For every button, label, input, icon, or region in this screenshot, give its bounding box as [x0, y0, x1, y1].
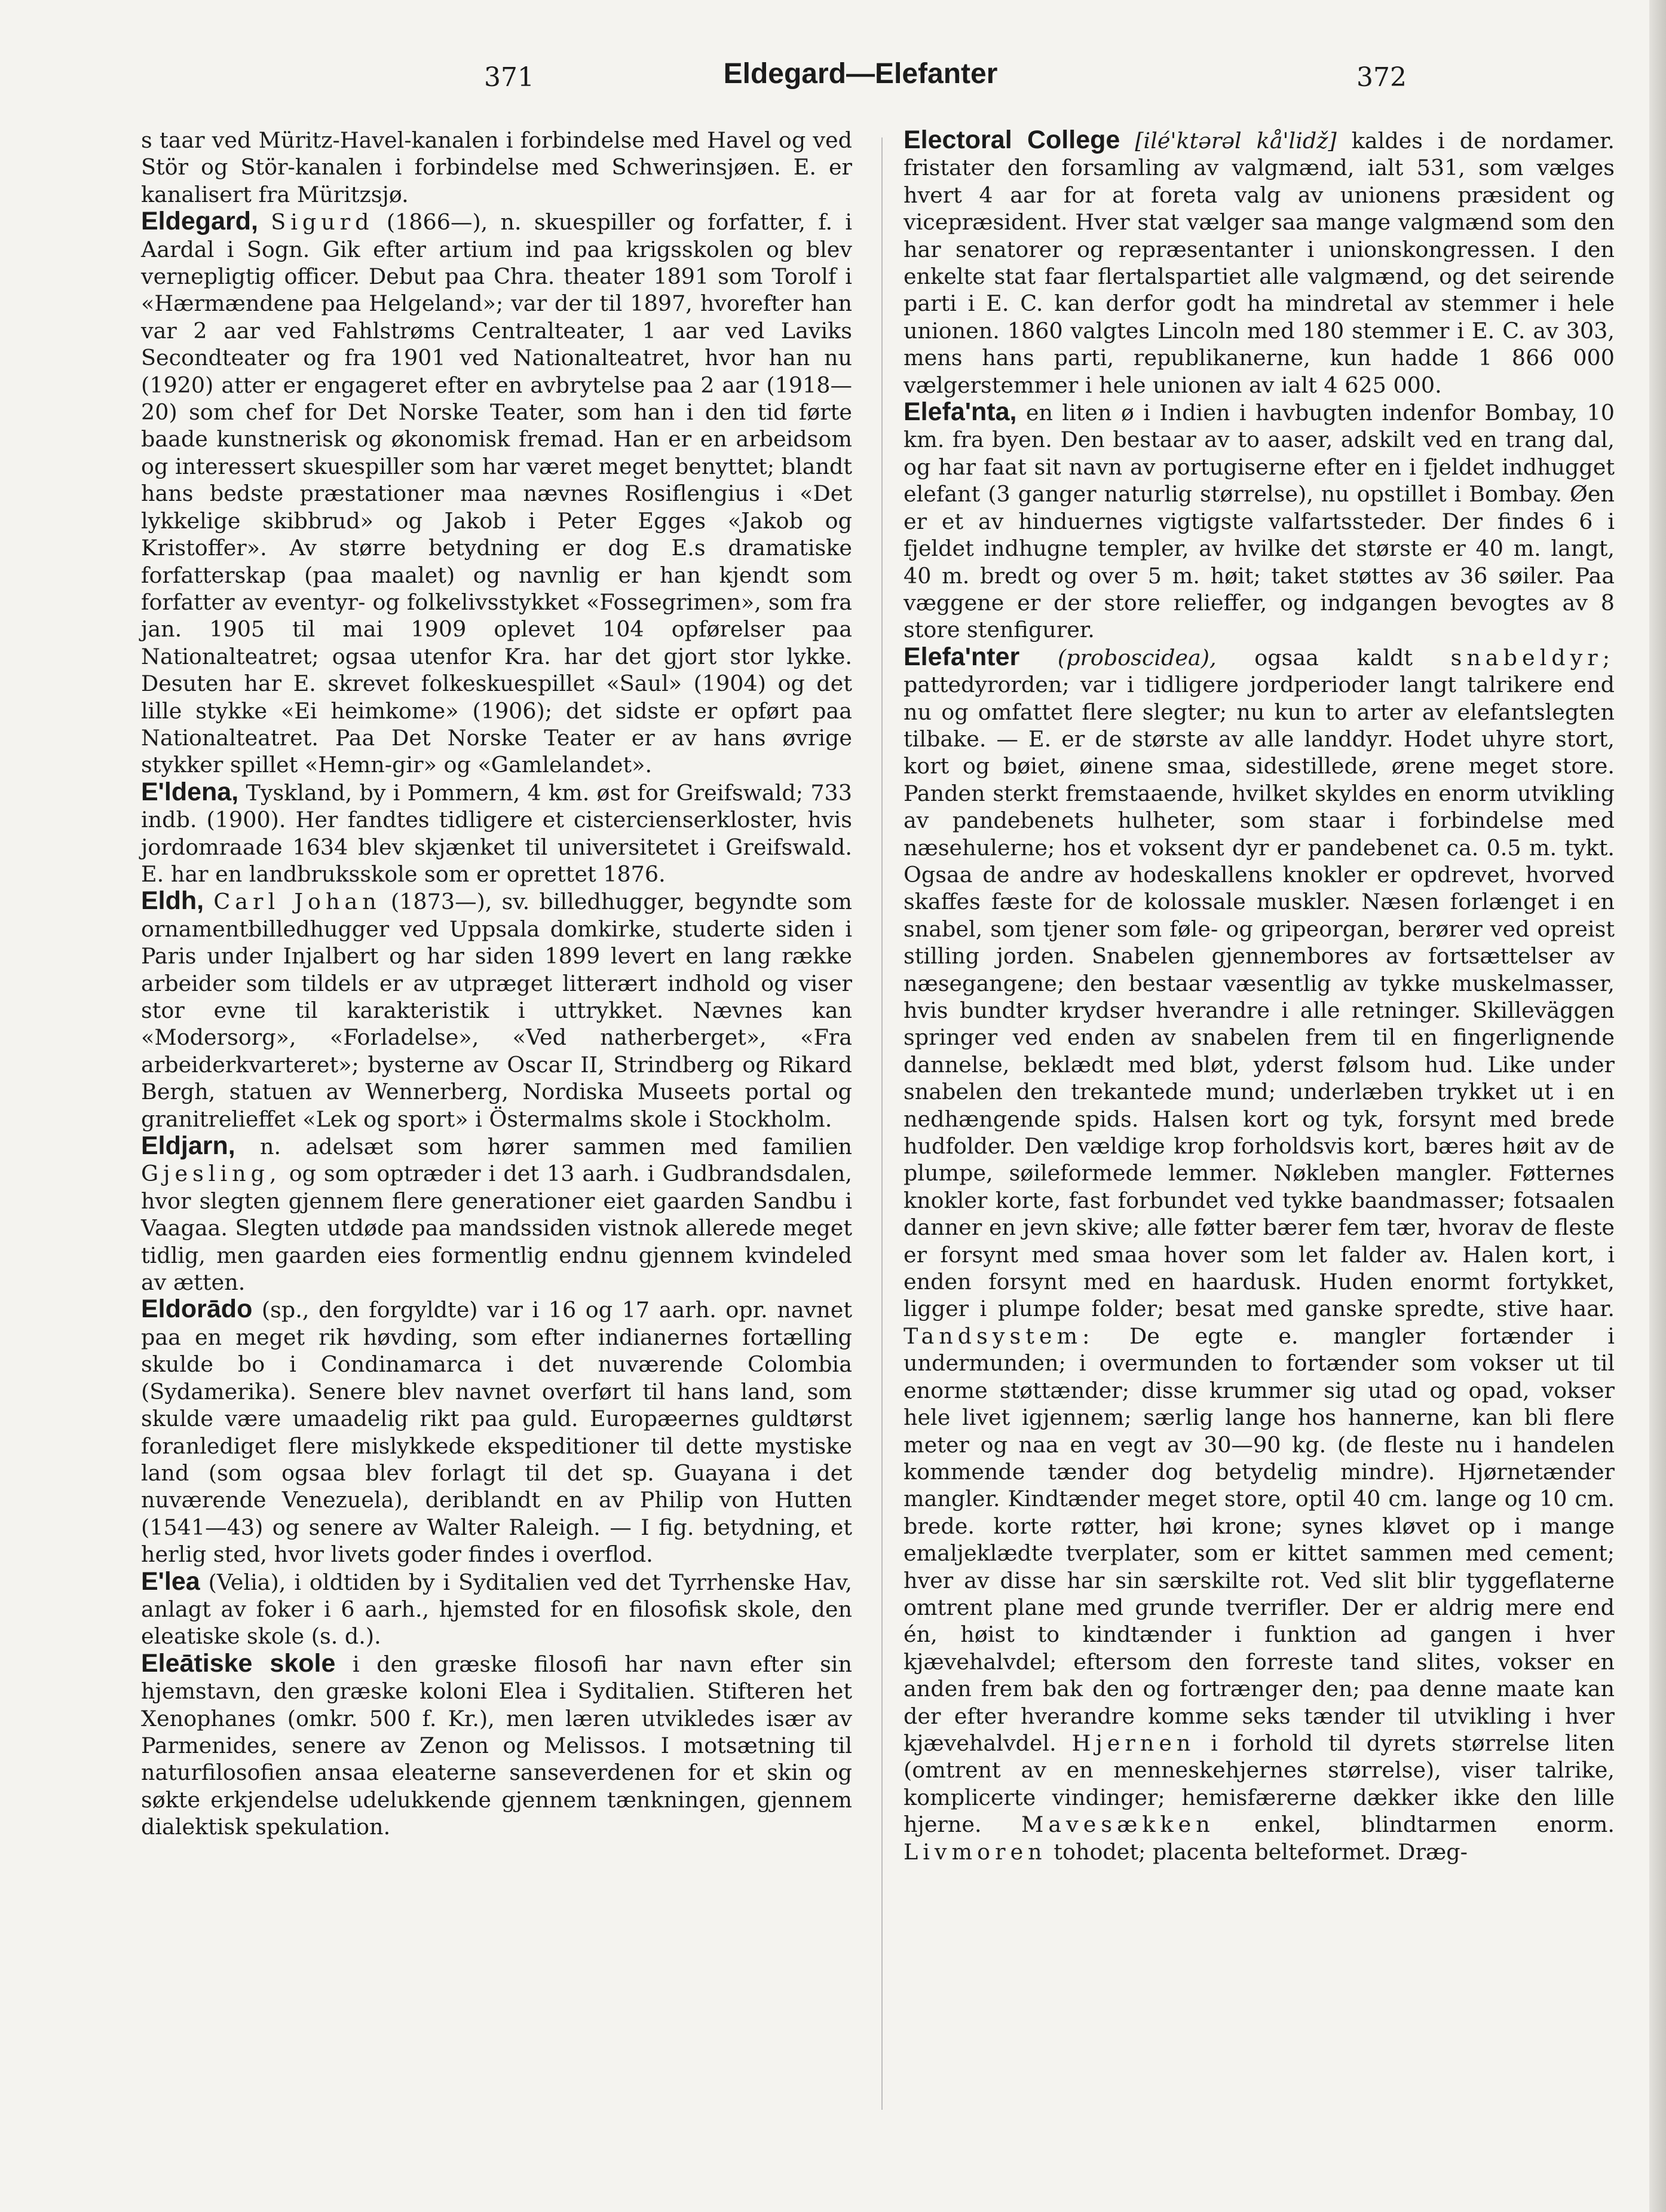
entry-headword: Electoral College [904, 126, 1120, 154]
column-divider [881, 137, 883, 2110]
entry-text: n. adelsæt som hører sammen med familien [260, 1134, 852, 1160]
page-number-right: 372 [1356, 62, 1407, 93]
entry-pronunciation: [ilé'ktərəl kå'lidž] [1135, 128, 1337, 154]
entry-elefanter [904, 644, 1615, 1865]
page-number-left: 371 [484, 62, 534, 93]
entry-text: i den græske filosofi har navn efter sin hjemstavn, den græske koloni Elea i Syditalien. Stifteren het Xenophanes (omkr. 500 f. Kr.), men læren utvikledes især av Parmenides, senere av Zenon og Melissos. I motsætning til naturfilosofien ansaa eleaterne sanseverdenen for et skin og søkte erkjendelse udelukkende gjennem tænkningen, gjennem dialektisk spekulation. [141, 1651, 852, 1840]
entry-text: pattedyrorden; var i tidligere jordperioder langt talrikere end nu og omfattet flere slegter; nu kun to arter av elefantslegten tilbake. — E. er de største av alle landdyr. Hodet uhyre stort, kort og bøiet, øinene smaa, sidestillede, ørene meget store. Panden sterkt fremstaaende, hvilket skyldes en enorm utvikling av pandebenets hulheter, som staar i forbindelse med næsehulerne; hos et voksent dyr er pandebenet ca. 0.5 m. tykt. Ogsaa de andre av hodeskallens knokler er opdrevet, hvorved skaffes fæste for de kolossale muskler. Næsen forlænget i en snabel, som tjener som føle- og gripeorgan, berører ved opreist stilling jorden. Snabelen gjennembores av fortsættelser av næsegangene; den bestaar væsentlig av tykke muskelmasser, hvis bundter krydser hverandre i alle retninger. Skilleväggen springer ved enden av snabelen frem til en fingerlignende dannelse, beklædt med bløt, yderst følsom hud. Like under snabelen den trekantede mund; underlæben trykket ut i en nedhængende spids. Halsen kort og tyk, forsynt med brede hudfolder. Den vældige krop forholdsvis kort, bæres høit av de plumpe, søileformede lemmer. Nøkleben mangler. Føtternes knokler korte, fast forbundet ved tykke baandmasser; fotsaalen danner en jevn skive; alle føtter bærer fem tær, hvorav de fleste er forsynt med smaa hover som let falder av. Halen kort, i enden forsynt med en haardusk. Huden enormt fortykket, ligger i plumpe folder; besat med ganske spredte, stive haar. [904, 672, 1615, 1322]
entry-spaced-name: Gjesling, [141, 1161, 281, 1187]
entry-eldorado [141, 1296, 852, 1568]
entry-text: Tyskland, by i Pommern, 4 km. øst for Greifswald; 733 indb. (1900). Her fandtes tidligere et cistercienserkloster, hvis jordomraade 1634 blev skjænket til universitetet i Greifswald. E. har en landbruksskole som er oprettet 1876. [141, 779, 852, 887]
entry-text: (Velia), i oldtiden by i Syditalien ved det Tyrrhenske Hav, anlagt av foker i 6 aarh., hjemsted for en filosofisk skole, den eleatiske skole (s. d.). [141, 1569, 852, 1650]
entry-spaced-term: Hjernen [1071, 1730, 1196, 1756]
entry-text: (1866—), n. skuespiller og forfatter, f. i Aardal i Sogn. Gik efter artium ind paa krigsskolen og blev vernepligtig officer. Debut paa Chra. theater 1891 som Torolf i «Hærmændene paa Helgeland»; var der til 1897, hvorefter han var 2 aar ved Fahlstrøms Centralteater, 1 aar ved Laviks Secondteater og fra 1901 ved Nationalteatret, hvor han nu (1920) atter er engageret efter en avbrytelse paa 2 aar (1918—20) som chef for Det Norske Teater, som han i den tid førte baade kunstnerisk og økonomisk fremad. Han er en arbeidsom og interessert skuespiller som har været meget benyttet; blandt hans bedste præstationer maa nævnes Rosiflengius i «Det lykkelige skibbrud» og Jakob i Peter Egges «Jakob og Kristoffer». Av større betydning er dog E.s dramatiske forfatterskap (paa maalet) og navnlig er han kjendt som forfatter av eventyr- og folkelivsstykket «Fossegrimen», som fra jan. 1905 til mai 1909 oplevet 104 opførelser paa Nationalteatret; ogsaa utenfor Kra. har det gjort stor lykke. Desuten har E. skrevet folkeskuespillet «Saul» (1904) og det lille stykke «Ei heimkome» (1906); det sidste er opført paa Nationalteatret. Paa Det Norske Teater er av hans øvrige stykker spillet «Hemn-gir» og «Gamlelandet». [141, 209, 852, 778]
running-title: Eldegard—Elefanter [723, 58, 998, 90]
entry-text: en liten ø i Indien i havbugten indenfor Bombay, 10 km. fra byen. Den bestaar av to aaser, adskilt ved en trang dal, og har faat sit navn av portugiserne efter en i fjeldet indhugget elefant (3 ganger naturlig størrelse), nu opstillet i Bombay. Øen er et av hinduernes vigtigste valfartssteder. Der findes 6 i fjeldet indhugne templer, av hvilke det største er 40 m. langt, 40 m. bredt og over 5 m. høit; taket støttes av 36 søiler. Paa væggene er der store relieffer, og indgangen bevogtes av 8 store stenfigurer. [904, 400, 1615, 643]
entry-headword: Elefa'nta, [904, 397, 1017, 427]
entry-headword: Eldorādo [141, 1295, 253, 1324]
entry-electoral-college [904, 127, 1615, 399]
entry-headword: Eldegard, [141, 207, 258, 236]
entry-eldena [141, 779, 852, 888]
entry-text: i forhold til dyrets størrelse liten (omtrent av en menneskehjernes størrelse), viser talrike, komplicerte vindinger; hemisfærerne dækker ikke den lille hjerne. [904, 1730, 1615, 1838]
right-column [904, 127, 1615, 1865]
entry-spaced-term: Livmoren [904, 1838, 1047, 1865]
entry-headword: Eleātiske skole [141, 1648, 336, 1678]
entry-eldjarn [141, 1133, 852, 1296]
entry-text: tohodet; placenta belteformet. Dræg- [1054, 1838, 1468, 1865]
entry-text: s taar ved Müritz-Havel-kanalen i forbindelse med Havel og ved Stör og Stör-kanalen i forbindelse med Schwerinsjøen. E. er kanalisert fra Müritzsjø. [141, 127, 852, 207]
entry-elefanta [904, 399, 1615, 644]
entry-spaced-name: Sigurd [271, 209, 374, 235]
entry-eleatiske-skole [141, 1650, 852, 1841]
entry-spaced-term: Mavesækken [1021, 1812, 1215, 1838]
entry-spaced-term: Tandsystem: [904, 1323, 1095, 1349]
entry-spaced-term: snabeldyr; [1450, 644, 1615, 671]
entry-eldh [141, 888, 852, 1133]
entry-text: enkel, blindtarmen enorm. [1254, 1812, 1615, 1838]
entry-text: (1873—), sv. billedhugger, begyndte som ornamentbilledhugger ved Uppsala domkirke, studerte siden i Paris under Injalbert og har siden 1899 levert en lang række arbeider som tildels er av utpræget litterært indhold og viser stor evne til karakteristik i uttrykket. Nævnes kan «Modersorg», «Forladelse», «Ved natherberget», «Fra arbeiderkvarteret»; bysterne av Oscar II, Strindberg og Rikard Bergh, statuen av Wennerberg, Nordiska Museets portal og granitrelieffet «Lek og sport» i Östermalms skole i Stockholm. [141, 889, 853, 1132]
entry-continuation [141, 127, 852, 208]
entry-headword: E'ldena, [141, 777, 239, 806]
entry-headword: E'lea [141, 1567, 200, 1596]
entry-headword: Eldjarn, [141, 1131, 235, 1161]
entry-text: og som optræder i det 13 aarh. i Gudbrandsdalen, hvor slegten gjennem flere generationer eiet gaarden Sandbu i Vaagaa. Slegten utdøde paa mandssiden vistnok allerede meget tidlig, men gaarden eies formentlig endnu gjennem kvindeled av ætten. [141, 1161, 853, 1296]
entry-elea [141, 1568, 852, 1650]
entry-headword: Elefa'nter [904, 642, 1020, 671]
running-header [137, 57, 1584, 105]
entry-text: kaldes i de nordamer. fristater den forsamling av valgmænd, ialt 531, som vælges hvert 4 aar for at foreta valg av unionens præsident og vicepræsident. Hver stat vælger saa mange valgmænd som den har senatorer og repræsentanter i unionskongressen. I den enkelte stat faar flertalspartiet alle valgmænd, og det seirende parti i E. C. kan derfor godt ha mindretal av stemmer i hele unionen. 1860 valgtes Lincoln med 180 stemmer i E. C. av 303, mens hans parti, republikanerne, kun hadde 1 866 000 vælgerstemmer i hele unionen av ialt 4 625 000. [904, 128, 1615, 398]
entry-latin-name: (proboscidea), [1057, 644, 1217, 671]
left-column [141, 127, 852, 1841]
entry-text: ogsaa kaldt [1254, 644, 1413, 671]
entry-text: De egte e. mangler fortænder i undermunden; i overmunden to fortænder som vokser ut til enorme støttænder; disse krummer sig utad og opad, vokser hele livet igjennem; særlig lange hos hannerne, kan bli flere meter og naa en vegt av 30—90 kg. (de fleste nu i handelen kommende tænder dog betydelig mindre). Hjørnetænder mangler. Kindtænder meget store, optil 40 cm. lange og 10 cm. brede. korte røtter, høi krone; synes kløvet op i mange emaljeklædte tverplater, som er kittet sammen med cement; hver av disse har sin særskilte rot. Ved slit blir tyggeflaterne omtrent plane med grunde tverrifler. Der er aldrig mere end én, høist to kindtænder i funktion ad gangen i hver kjævehalvdel; eftersom den forreste tand slites, vokser en anden frem bak den og fortrænger den; paa denne maate kan der efter hverandre komme seks tænder til utvikling i hver kjævehalvdel. [904, 1323, 1615, 1756]
entry-headword: Eldh, [141, 886, 204, 916]
entry-spaced-name: Carl Johan [213, 889, 381, 915]
entry-eldegard [141, 208, 852, 779]
page-edge-shadow [1649, 0, 1666, 2212]
entry-text: (sp., den forgyldte) var i 16 og 17 aarh. opr. navnet paa en meget rik høvding, som efter indianernes fortælling skulde bo i Condinamarca i det nuværende Colombia (Sydamerika). Senere blev navnet overført til hans land, som skulde være umaadelig rikt paa guld. Europæernes guldtørst foranlediget flere mislykkede ekspeditioner til dette mystiske land (som ogsaa blev forlagt til det sp. Guayana i det nuværende Venezuela), deriblandt en av Philip von Hutten (1541—43) og senere av Walter Raleigh. — I fig. betydning, et herlig sted, hvor livets goder findes i overflod. [141, 1297, 852, 1568]
